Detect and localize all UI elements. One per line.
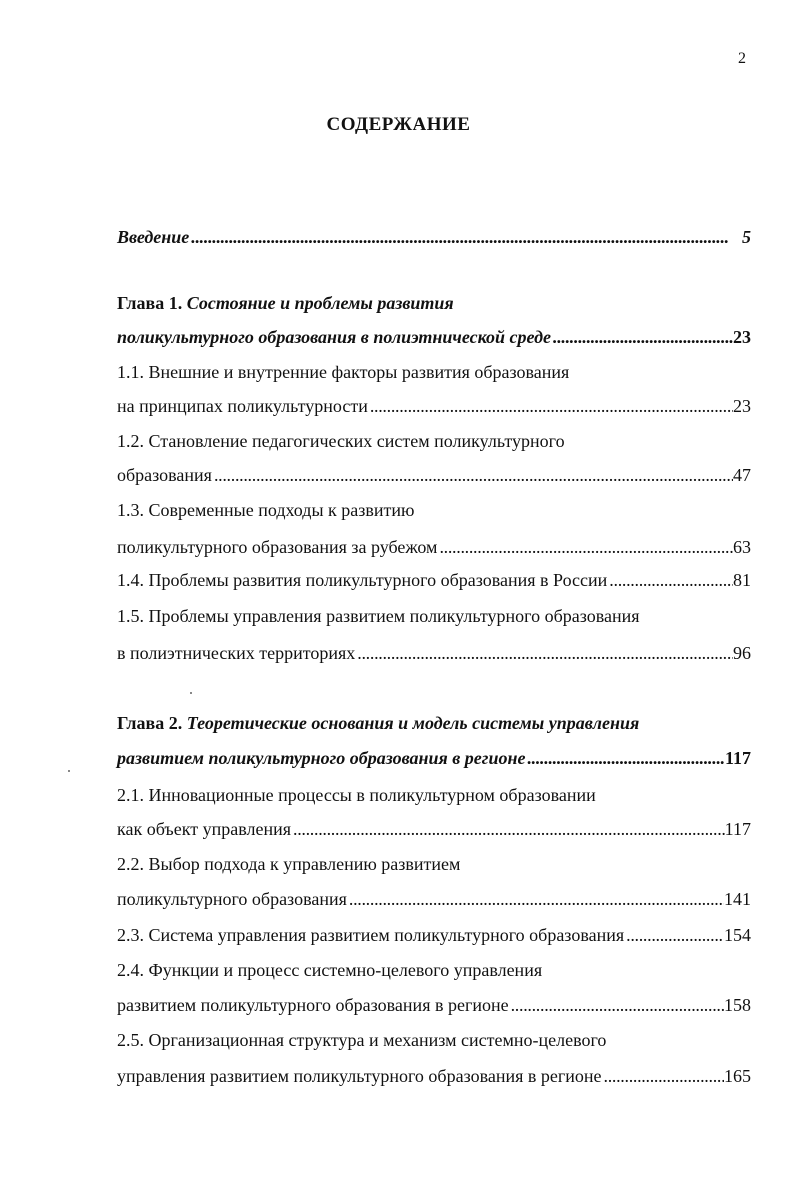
section-title-line2: в полиэтнических территориях [117,643,356,663]
section-title-line1: 1.2. Становление педагогических систем поликультурного [117,431,565,451]
chapter-2-heading[interactable] [117,710,751,736]
section-title-line2: развитием поликультурного образования в регионе [117,995,509,1015]
leader-dots [437,534,733,560]
toc-page-number: 141 [724,889,751,909]
leader-dots [368,393,733,419]
section-title-line1: 2.1. Инновационные процессы в поликультурном образовании [117,785,596,805]
chapter-title-line1: Состояние и проблемы развития [186,293,454,313]
chapter-1-heading[interactable] [117,290,751,316]
section-title-line2: управления развитием поликультурного образования в регионе [117,1066,602,1086]
leader-dots [607,567,733,593]
section-title-line1: 2.3. Система управления развитием поликультурного образования [117,925,625,945]
toc-page-number: 158 [724,995,751,1015]
toc-page-number: 5 [742,227,751,247]
chapter-title-line2: поликультурного образования в полиэтнической среде [117,327,551,347]
toc-entry-intro[interactable] [117,224,751,250]
leader-dots [551,324,733,350]
toc-page-number: 96 [733,643,751,663]
section-title-line1: 2.5. Организационная структура и механизм системно-целевого [117,1030,607,1050]
toc-section-1-1[interactable] [117,359,751,385]
toc-section-2-5[interactable] [117,1027,751,1053]
toc-section-2-4[interactable] [117,957,751,983]
section-title-line2: поликультурного образования [117,889,347,909]
leader-dots [509,992,724,1018]
section-title-line1: 2.2. Выбор подхода к управлению развитием [117,854,461,874]
leader-dots [212,462,733,488]
toc-entry-label: Введение [117,227,190,247]
toc-page-number: 47 [733,465,751,485]
toc-section-2-5-continued[interactable] [117,1063,751,1089]
leader-dots [624,922,724,948]
page-number: 2 [738,50,746,67]
chapter-title-line1: Теоретические основания и модель системы управления [186,713,640,733]
toc-page-number: 165 [724,1066,751,1086]
toc-page-number: 63 [733,537,751,557]
toc-page-number: 154 [724,925,751,945]
section-title-line1: 2.4. Функции и процесс системно-целевого управления [117,960,543,980]
chapter-prefix: Глава 1. [117,293,183,313]
scan-speck [190,692,192,694]
leader-dots [525,745,725,771]
section-title-line1: 1.5. Проблемы управления развитием поликультурного образования [117,606,640,626]
toc-section-1-2-continued[interactable] [117,462,751,488]
toc-page-number: 81 [733,570,751,590]
toc-section-1-2[interactable] [117,428,751,454]
toc-page-number: 23 [733,396,751,416]
toc-section-1-3[interactable] [117,497,751,523]
leader-dots [347,886,724,912]
section-title-line2: на принципах поликультурности [117,396,368,416]
chapter-2-heading-continued[interactable] [117,745,751,771]
toc-section-2-1[interactable] [117,782,751,808]
leader-dots [602,1063,725,1089]
toc-section-2-1-continued[interactable] [117,816,751,842]
chapter-1-heading-continued[interactable] [117,324,751,350]
section-title-line2: образования [117,465,212,485]
page-title: СОДЕРЖАНИЕ [326,114,471,135]
leader-dots [355,640,733,666]
section-title-line1: 1.1. Внешние и внутренние факторы развития образования [117,362,570,382]
section-title-line2: поликультурного образования за рубежом [117,537,438,557]
toc-section-1-1-continued[interactable] [117,393,751,419]
scan-speck [68,770,70,772]
toc-section-2-2-continued[interactable] [117,886,751,912]
section-title-line2: как объект управления [117,819,291,839]
toc-section-2-4-continued[interactable] [117,992,751,1018]
leader-dots [291,816,725,842]
toc-section-2-3[interactable] [117,922,751,948]
toc-section-1-3-continued[interactable] [117,534,751,560]
toc-page-number: 117 [724,748,751,768]
toc-section-1-5[interactable] [117,603,751,629]
toc-section-1-4[interactable] [117,567,751,593]
section-title-line1: 1.3. Современные подходы к развитию [117,500,415,520]
toc-page-number: 23 [733,327,751,347]
leader-dots [189,224,742,250]
toc-page-number: 117 [724,819,751,839]
toc-section-2-2[interactable] [117,851,751,877]
section-title-line1: 1.4. Проблемы развития поликультурного образования в России [117,570,608,590]
toc-section-1-5-continued[interactable] [117,640,751,666]
chapter-prefix: Глава 2. [117,713,183,733]
chapter-title-line2: развитием поликультурного образования в регионе [117,748,526,768]
